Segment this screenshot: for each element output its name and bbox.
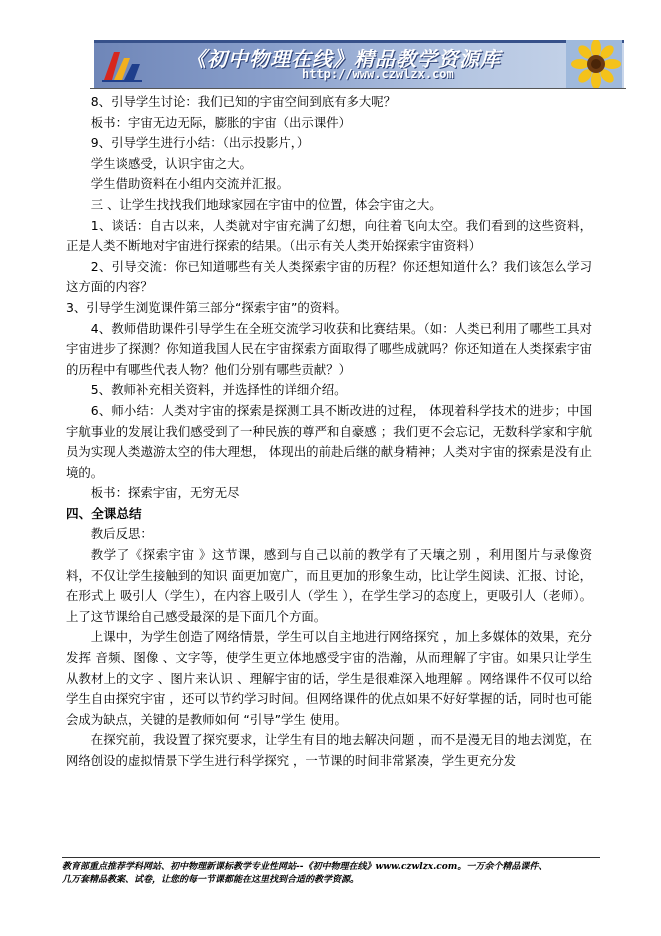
paragraph: 学生谈感受，认识宇宙之大。	[90, 155, 252, 171]
section-heading: 四、全课总结	[66, 505, 142, 521]
footer-note	[62, 861, 600, 887]
paragraph: 学生借助资料在小组内交流并汇报。	[90, 176, 290, 192]
paragraph: 三 、让学生找找我们地球家园在宇宙中的位置，体会宇宙之大。	[90, 196, 442, 212]
paragraph: 9、引导学生进行小结：（出示投影片，）	[90, 135, 310, 151]
header-banner	[94, 40, 624, 88]
paragraph: 上课中，为学生创造了网络情景，学生可以自主地进行网络探究 ，加上多媒体的效果，充分发挥 音频、图像 、文字等，使学生更立体地感受宇宙的浩瀚，从而理解了宇宙。如果只让学生从教材上的文字 、图片来认识 、理解宇宙的话，学生是很难深入地理解 。网络课件不仅可以给学生自由探究宇宙 ，还可以节约学习时间。但网络课件的优点如果不好好掌握的话，同时也可能会成为缺点，关键的是教师如何 “引导”学生 使用。	[66, 629, 592, 727]
paragraph: 教后反思：	[90, 526, 153, 542]
paragraph: 4、教师借助课件引导学生在全班交流学习收获和比赛结果。（如：人类已利用了哪些工具对宇宙进步了探测？你知道我国人民在宇宙探索方面取得了哪些成就吗？你还知道在人类探索宇宙的历程中有哪些代表人物？他们分别有哪些贡献？）	[66, 320, 592, 377]
footer-line-1: 教育部重点推荐学科网站、初中物理新课标教学专业性网站--《初中物理在线》www.czwlzx.com。一万余个精品课件、	[62, 862, 548, 872]
header-divider	[90, 88, 626, 89]
paragraph: 教学了《探索宇宙 》这节课，感到与自己以前的教学有了天壤之别 ，利用图片与录像资料，不仅让学生接触到的知识 面更加宽广，而且更加的形象生动，比让学生阅读、汇报、讨论，在形式上 吸引人（学生），在内容上吸引人（学生 ），在学生学习的态度上，更吸引人（老师）。上了这节课给自己感受最深的是下面几个方面。	[66, 547, 592, 624]
paragraph: 板书：宇宙无边无际，膨胀的宇宙（出示课件）	[90, 114, 351, 130]
footer-divider	[62, 857, 600, 858]
paragraph: 2、引导交流：你已知道哪些有关人类探索宇宙的历程？你还想知道什么？我们该怎么学习这方面的内容？	[66, 258, 592, 295]
paragraph: 在探究前，我设置了探究要求，让学生有目的地去解决问题 ，而不是漫无目的地去浏览，在网络创设的虚拟情景下学生进行科学探究 ，一节课的时间非常紧凑，学生更充分发	[66, 732, 592, 768]
document-body	[66, 92, 592, 772]
paragraph: 板书：探索宇宙，无穷无尽	[90, 485, 240, 501]
footer-line-2: 几万套精品教案、试卷，让您的每一节课都能在这里找到合适的教学资源。	[62, 875, 360, 885]
sunflower-image	[566, 40, 622, 88]
paragraph: 6、师小结：人类对宇宙的探索是探测工具不断改进的过程， 体现着科学技术的进步；中国宇航事业的发展让我们感受到了一种民族的尊严和自豪感 ；我们更不会忘记，无数科学家和宇航员为实现人类遨游太空的伟大理想， 体现出的前赴后继的献身精神；人类对宇宙的探索是没有止境的。	[66, 402, 592, 480]
paragraph: 3、引导学生浏览课件第三部分“探索宇宙”的资料。	[66, 299, 347, 315]
paragraph: 5、教师补充相关资料，并选择性的详细介绍。	[90, 382, 347, 398]
site-logo-icon	[100, 44, 144, 84]
paragraph: 8、引导学生讨论：我们已知的宇宙空间到底有多大呢？	[90, 94, 397, 109]
banner-url: http://www.czwlzx.com	[302, 67, 454, 81]
banner-title: 《初中物理在线》精品教学资源库	[186, 47, 501, 71]
paragraph: 1、谈话：自古以来，人类就对宇宙充满了幻想，向往着飞向太空。我们看到的这些资料，正是人类不断地对宇宙进行探索的结果。（出示有关人类开始探索宇宙资料）	[66, 217, 592, 254]
